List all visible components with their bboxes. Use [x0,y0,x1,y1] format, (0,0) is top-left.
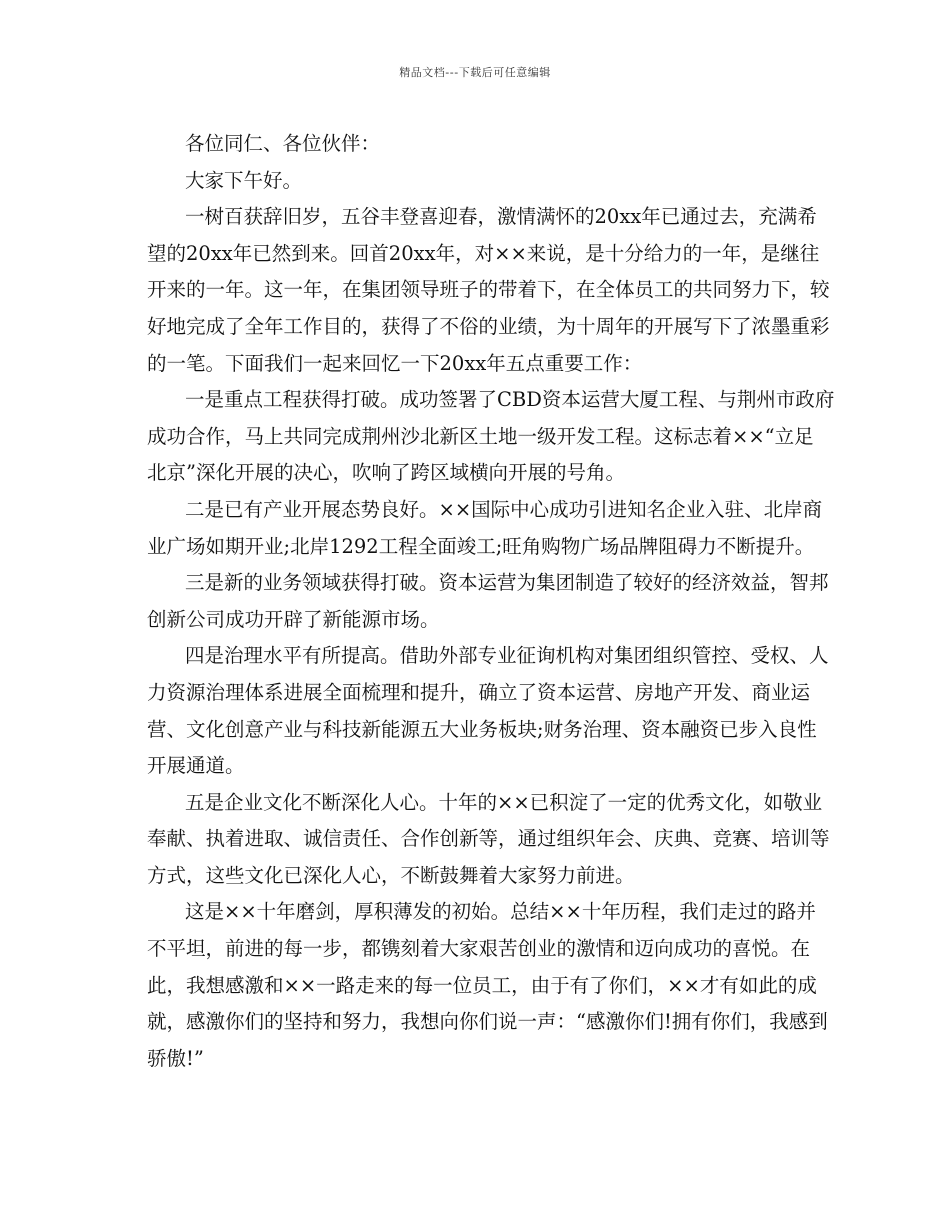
paragraph-line: 这是××十年磨剑，厚积薄发的初始。总结××十年历程，我们走过的路并 [185,900,816,924]
paragraph-item-three [147,565,829,638]
paragraph-line: 好地完成了全年工作目的，获得了不俗的业绩，为十周年的开展写下了浓墨重彩 [147,314,830,338]
paragraph-line: 一是重点工程获得打破。成功签署了CBD资本运营大厦工程、与荆州市政府 [185,388,835,412]
paragraph-line: 开来的一年。这一年，在集团领导班子的带着下，在全体员工的共同努力下，较 [147,278,830,302]
paragraph-line: 北京”深化开展的决心，吹响了跨区域横向开展的号角。 [147,461,625,485]
paragraph-line: 五是企业文化不断深化人心。十年的××已积淀了一定的优秀文化，如敬业 [185,790,823,814]
paragraph-line: 四是治理水平有所提高。借助外部专业征询机构对集团组织管控、受权、人 [185,644,829,668]
paragraph-line: 二是已有产业开展态势良好。××国际中心成功引进知名企业入驻、北岸商 [185,497,823,521]
salutation: 大家下午好。 [185,168,303,192]
paragraph-line: 此，我想感激和××一路走来的每一位员工，由于有了你们，××才有如此的成 [147,973,817,997]
paragraph-line: 方式，这些文化已深化人心，不断鼓舞着大家努力前进。 [147,863,635,887]
paragraph-line: 的一笔。下面我们一起来回忆一下20xx年五点重要工作： [147,351,643,375]
paragraph-closing [147,894,828,1077]
paragraph-item-four [147,638,829,784]
paragraph-line: 望的20xx年已然到来。回首20xx年，对××来说，是十分给力的一年，是继往 [147,241,820,265]
paragraph-line: 业广场如期开业;北岸1292工程全面竣工;旺角购物广场品牌阻碍力不断提升。 [147,534,815,558]
paragraph-line: 开展通道。 [147,754,245,778]
paragraph-line: 成功合作，马上共同完成荆州沙北新区土地一级开发工程。这标志着××“立足 [147,424,814,448]
paragraph-item-five [147,785,830,895]
paragraph-item-one [147,382,835,492]
paragraph-line: 就，感激你们的坚持和努力，我想向你们说一声：“感激你们!拥有你们，我感到 [147,1010,828,1034]
page-header: 精品文档---下载后可任意编辑 [399,66,551,79]
document-body [147,126,835,1077]
paragraph-line: 三是新的业务领域获得打破。资本运营为集团制造了较好的经济效益，智邦 [185,571,829,595]
paragraph-line: 一树百获辞旧岁，五谷丰登喜迎春，激情满怀的20xx年已通过去，充满希 [185,205,817,229]
paragraph-line: 创新公司成功开辟了新能源市场。 [147,607,440,631]
paragraph-line: 不平坦，前进的每一步，都镌刻着大家艰苦创业的激情和迈向成功的喜悦。在 [147,937,811,961]
paragraph-item-two [147,492,823,565]
paragraph-line: 营、文化创意产业与科技新能源五大业务板块;财务治理、资本融资已步入良性 [147,717,817,741]
paragraph-line: 奉献、执着进取、诚信责任、合作创新等，通过组织年会、庆典、竞赛、培训等 [147,827,830,851]
paragraph-line: 力资源治理体系进展全面梳理和提升，确立了资本运营、房地产开发、商业运 [147,680,811,704]
greeting: 各位同仁、各位伙伴： [185,132,381,155]
paragraph-line: 骄傲!” [147,1046,204,1070]
paragraph-review-intro [147,199,830,382]
